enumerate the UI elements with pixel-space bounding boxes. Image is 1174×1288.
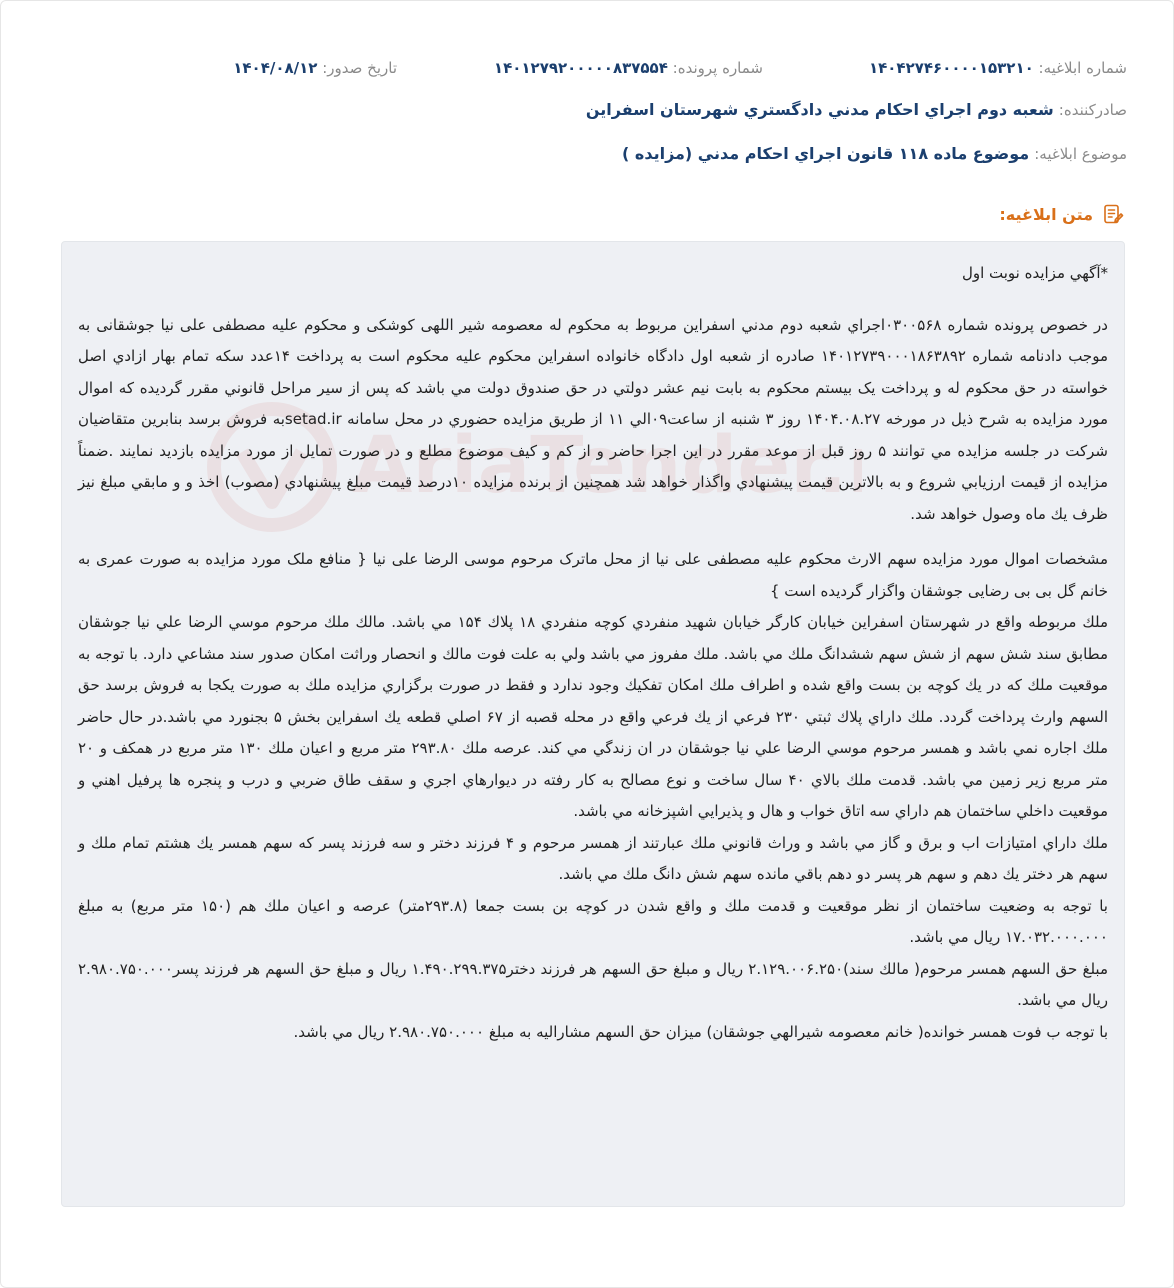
notice-text-header [999,202,1125,226]
watermark-text: AriaTender. [352,421,848,511]
paragraph-valuation: با توجه به وضعيت ساختمان از نظر موقعيت و قدمت ملك و واقع شدن در كوچه بن بست جمعا (۲۹۳.۸متر) عرصه و اعيان ملك هم (۱۵۰ متر مربع) به مبلغ ۱۷.۰۳۲.۰۰۰.۰۰۰ ريال مي باشد. [78,896,1108,946]
subject-value: موضوع ماده ۱۱۸ قانون اجراي احكام مدني (مزايده ) [622,144,1030,163]
notice-number [869,59,1127,77]
notice-meta-row [47,59,1127,83]
notice-text-title: متن ابلاغیه: [999,204,1093,224]
notice-body [78,258,1108,1048]
notice-number-value: ۱۴۰۴۲۷۴۶۰۰۰۰۱۵۳۲۱۰ [868,59,1034,77]
issue-date-value: ۱۴۰۴/۰۸/۱۲ [233,59,318,77]
issue-date-label: تاریخ صدور: [322,59,397,77]
subject-line [47,144,1127,163]
auction-heading: *آگهي مزايده نوبت اول [961,264,1108,282]
case-number-value: ۱۴۰۱۲۷۹۲۰۰۰۰۰۸۳۷۵۵۴ [493,59,668,77]
issuer-label: صادرکننده: [1058,101,1127,119]
paragraph-utilities-heirs: ملك داراي امتيازات اب و برق و گاز مي باشد و وراث قانوني ملك عبارتند از همسر مرحوم و ۴ فرزند دختر و سه فرزند پسر كه سهم همسر يك هشتم تمام ملك و سهم هر دختر يك دهم و سهم هر پسر دو دهم باقي مانده سهم شش دانگ ملك مي باشد. [78,833,1108,883]
paragraph-spouse-share: با توجه ب فوت همسر خوانده( خانم معصومه شيرالهي جوشقان) ميزان حق السهم مشاراليه به مبلغ ۲.۹۸۰.۷۵۰.۰۰۰ ريال مي باشد. [293,1022,1108,1041]
issuer-value: شعبه دوم اجراي احكام مدني دادگستري شهرستان اسفراين [585,100,1054,119]
paragraph-case-details: در خصوص پرونده شماره ۰۳۰۰۵۶۸اجراي شعبه دوم مدني اسفراين مربوط به محكوم له معصومه شير اللهی کوشکی و محکوم عليه مصطفی علی نیا جوشقانی به موجب دادنامه شماره ۱۴۰۱۲۷۳۹۰۰۰۱۸۶۳۸۹۲ صادره از شعبه اول دادگاه خانواده اسفراين محكوم عليه محكوم است به پرداخت ۱۴عدد سکه تمام بهار ازادي اصل خواسته در حق محكوم له و پرداخت یک بیستم محكوم به بابت نيم عشر دولتي در حق صندوق دولت مي باشد كه پس از سير مراحل قانوني مقرر گرديده كه اموال مورد مزايده به شرح ذيل در مورخه ۱۴۰۴.۰۸.۲۷ روز ۳ شنبه از ساعت۰۹الي ۱۱ از طريق مزايده حضوري در محل سامانه setad.irبه فروش برسد بنابرين متقاضيان شركت در جلسه مزايده مي توانند ۵ روز قبل از موعد مقرر در اين اجرا حاضر و از كم و كيف موضوع مطلع و در صورت تمايل از مورد مزايده بازديد نمايند .ضمناً مزايده از قيمت ارزيابي شروع و به بالاترين قيمت پيشنهادي واگذار خواهد شد همچنين از برنده مزايده ۱۰درصد قيمت مبلغ پيشنهادي (مصوب) اخذ و و مابقي مبلغ نيز ظرف يك ماه وصول خواهد شد. [78,315,1108,523]
issue-date [233,59,397,77]
case-number-label: شماره پرونده: [672,59,763,77]
notice-document-icon [1101,202,1125,226]
subject-label: موضوع ابلاغیه: [1034,145,1127,163]
paragraph-property-specs: مشخصات اموال مورد مزايده سهم الارث محکوم علیه مصطفی علی نیا از محل ماترک مرحوم موسی الرضا علی نیا { منافع ملک مورد مزایده به صورت عمری به خانم گل بی بی رضایی جوشقان واگزار گردیده است } [78,550,1108,600]
paragraph-shares: مبلغ حق السهم همسر مرحوم( مالك سند)۲.۱۲۹.۰۰۶.۲۵۰ ريال و مبلغ حق السهم هر فرزند دختر۱.۴۹۰.۲۹۹.۳۷۵ ريال و مبلغ حق السهم هر فرزند پسر۲.۹۸۰.۷۵۰.۰۰۰ ريال مي باشد. [78,959,1108,1009]
issuer-line [47,100,1127,119]
case-number [494,59,763,77]
notice-text-box [61,241,1125,1207]
notice-number-label: شماره ابلاغیه: [1038,59,1127,77]
paragraph-property-description: ملك مربوطه واقع در شهرستان اسفراين خيابان كارگر خيابان شهيد منفردي كوچه منفردي ۱۸ پلاك ۱۵۴ مي باشد. مالك ملك مرحوم موسي الرضا علي نيا جوشقان مطابق سند شش سهم از شش سهم ششدانگ ملك مي باشد. ملك مفروز مي باشد ولي به علت فوت مالك و انحصار وراثت امكان صدور سند مشاعي دارد. با توجه به موقعيت ملك كه در يك كوچه بن بست واقع شده و اطراف ملك امكان تفكيك وجود ندارد و فقط در صورت برگزاري مزايده ملك به صورت يكجا به فروش برسد حق السهم وارث پرداخت گردد. ملك داراي پلاك ثبتي ۲۳۰ فرعي از يك فرعي واقع در محله قصبه از ۶۷ اصلي قطعه يك اسفراين بخش ۵ بجنورد مي باشد.در حال حاضر ملك اجاره نمي باشد و همسر مرحوم موسي الرضا علي نيا جوشقان در ان زندگي مي كند. عرصه ملك ۲۹۳.۸۰ متر مربع و اعيان ملك ۱۳۰ متر مربع در همكف و ۲۰ متر مربع زير زمين مي باشد. قدمت ملك بالاي ۴۰ سال ساخت و نوع مصالح به كار رفته در ديوارهاي اجري و سقف طاق ضربي و درب و پنجره ها پرفيل اهني و موقعيت داخلي ساختمان هم داراي سه اتاق خواب و هال و پذيرايي اشپزخانه مي باشد. [78,613,1109,820]
